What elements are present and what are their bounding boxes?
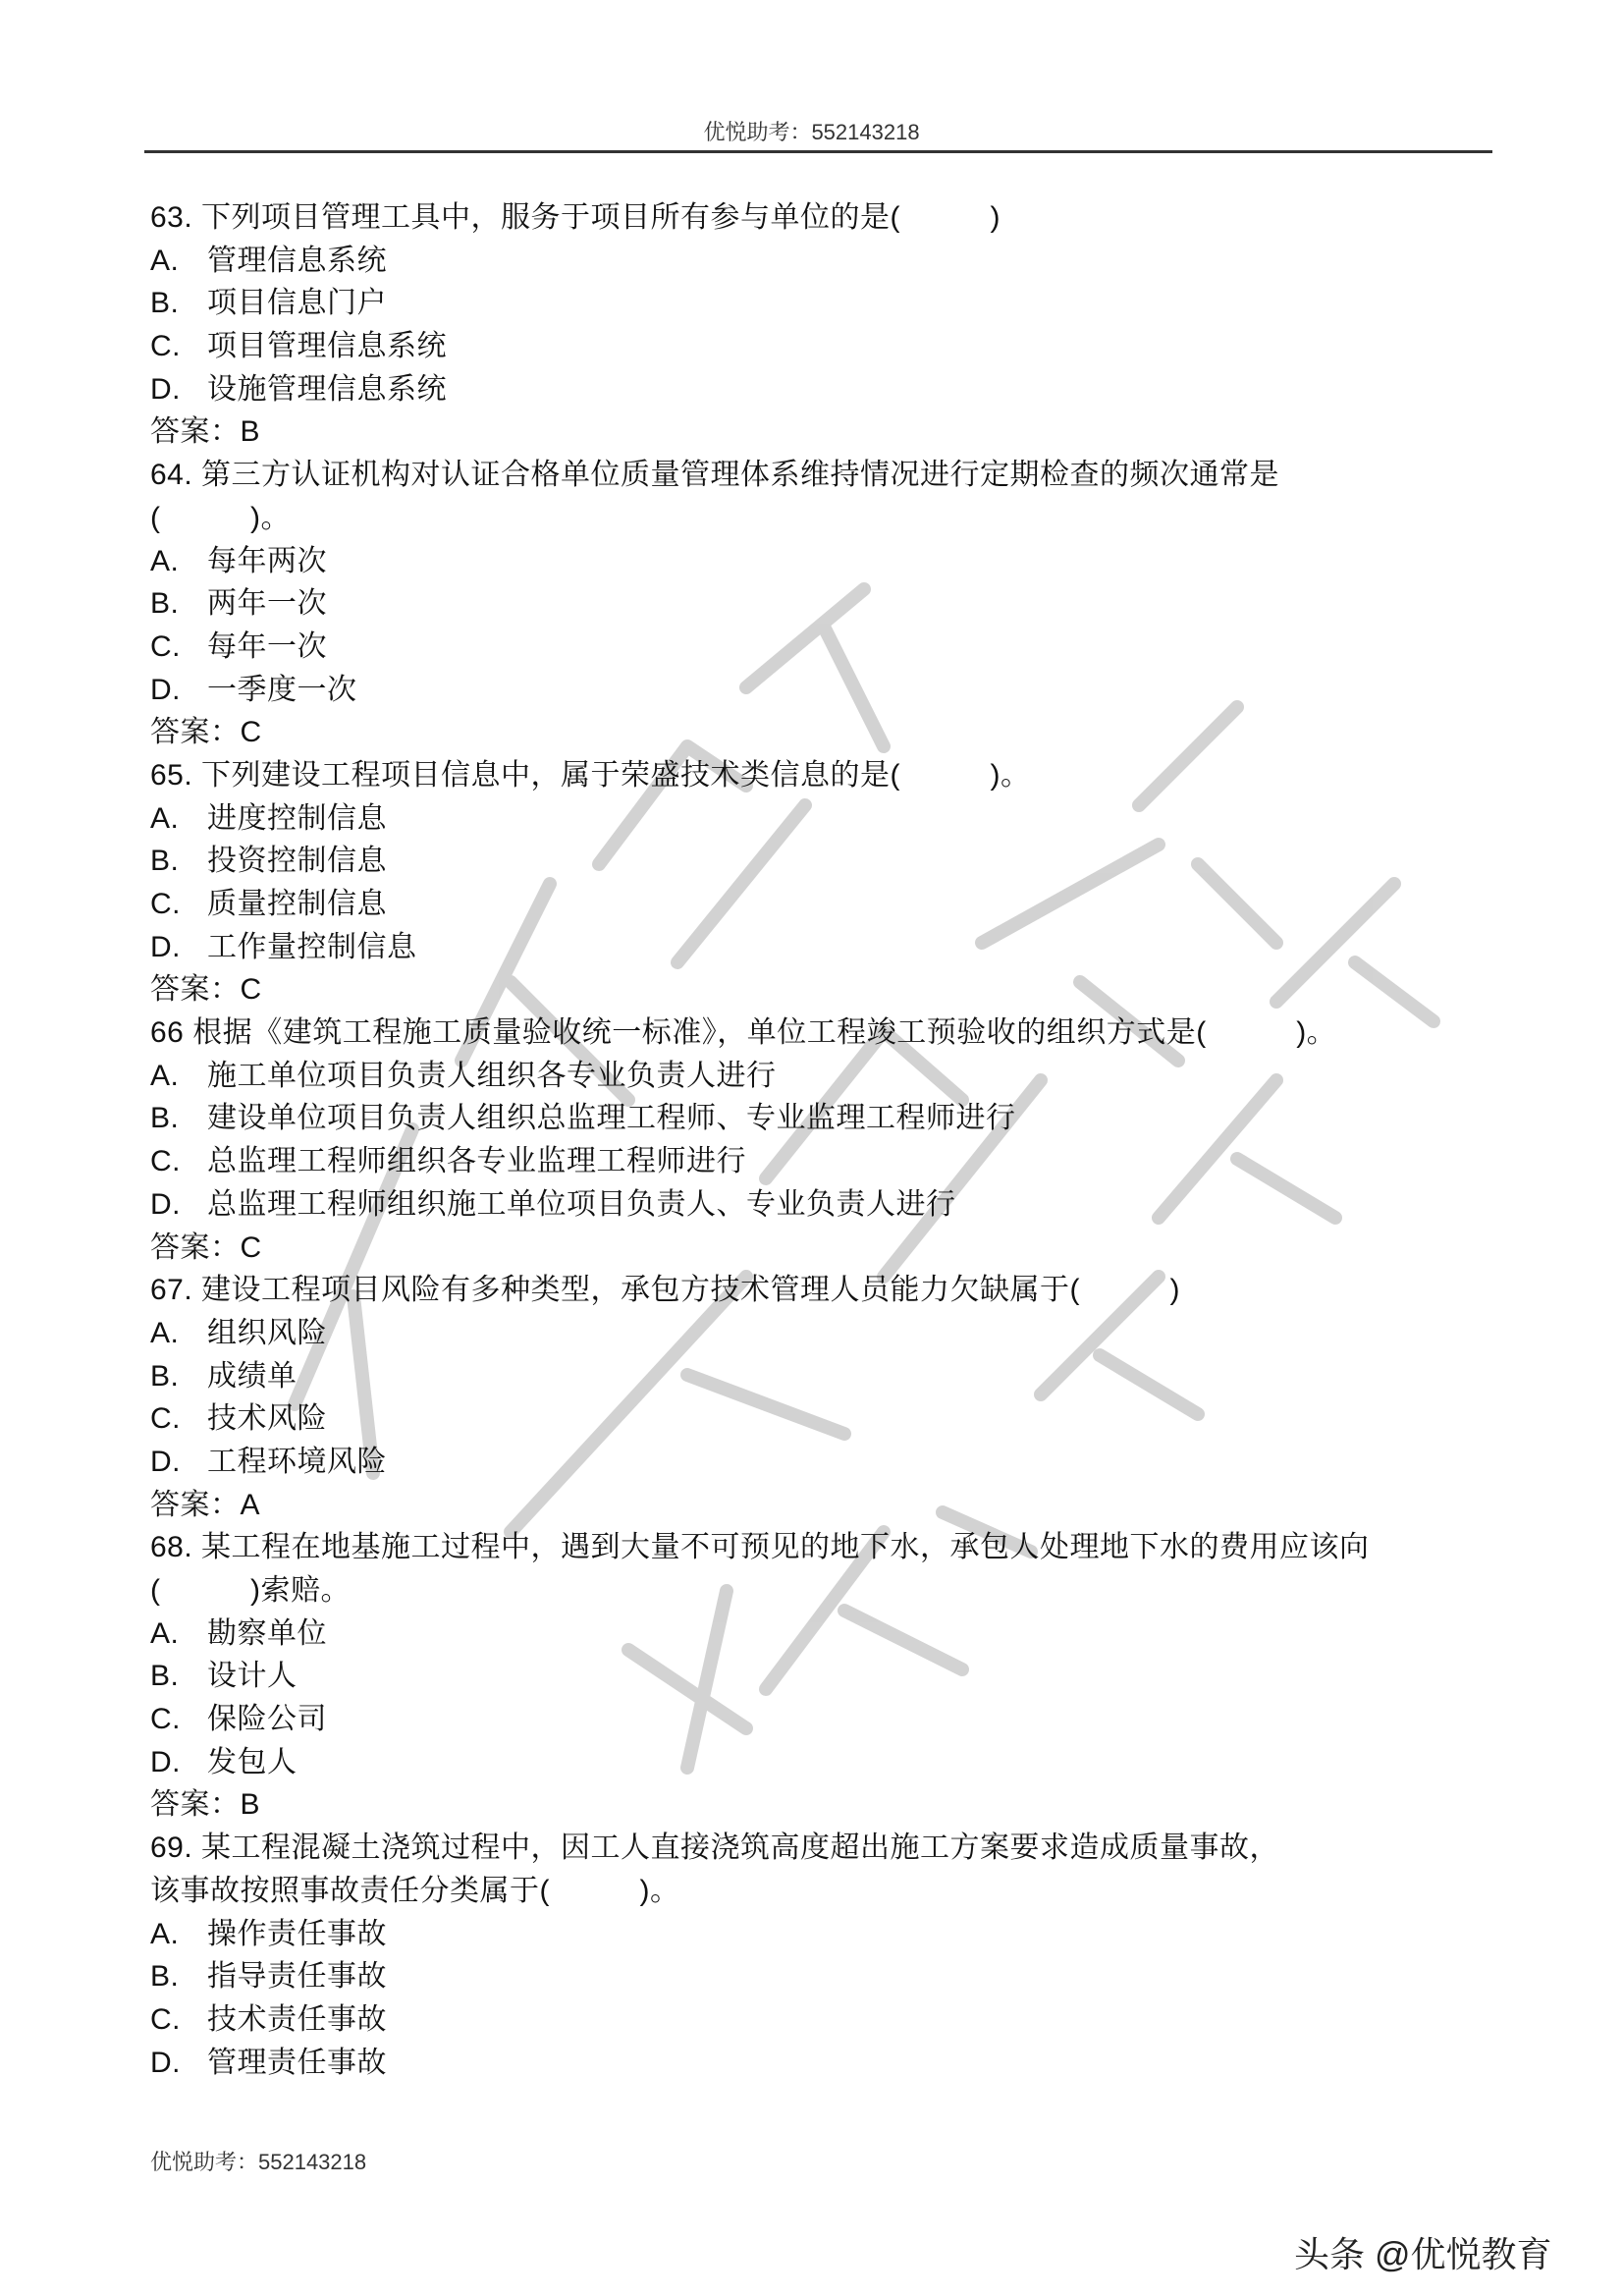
- option-letter: C.: [150, 1145, 181, 1178]
- option-text: 成绩单: [207, 1359, 298, 1393]
- question-list: [150, 196, 1495, 2084]
- option-line: [150, 1140, 1495, 1183]
- option-line: [150, 1955, 1495, 1998]
- option-line: [150, 926, 1495, 969]
- option-letter: D.: [150, 372, 181, 406]
- option-line: [150, 626, 1495, 669]
- option-line: [150, 540, 1495, 583]
- option-line: [150, 1655, 1495, 1698]
- answer-line: 答案：C: [150, 1230, 262, 1264]
- option-letter: D.: [150, 930, 181, 963]
- option-letter: B.: [150, 845, 180, 878]
- option-line: [150, 1741, 1495, 1784]
- option-text: 技术风险: [207, 1402, 327, 1436]
- option-letter: A.: [150, 801, 180, 835]
- question-line: 63. 下列项目管理工具中，服务于项目所有参与单位的是( ): [150, 201, 1001, 234]
- question-line: ( )。: [150, 501, 291, 534]
- option-line: [150, 840, 1495, 883]
- option-text: 两年一次: [207, 587, 327, 621]
- option-letter: D.: [150, 1187, 181, 1221]
- option-line: [150, 240, 1495, 283]
- answer-line: 答案：C: [150, 973, 262, 1007]
- option-text: 技术责任事故: [207, 2002, 387, 2036]
- header-rule: [144, 150, 1492, 153]
- option-line: [150, 1913, 1495, 1956]
- option-line: [150, 2042, 1495, 2085]
- option-letter: D.: [150, 1745, 181, 1778]
- option-letter: C.: [150, 888, 181, 920]
- option-letter: A.: [150, 1059, 180, 1092]
- option-text: 投资控制信息: [207, 845, 387, 878]
- option-line: [150, 1441, 1495, 1484]
- option-line: [150, 282, 1495, 325]
- answer-line: 答案：A: [150, 1488, 261, 1521]
- option-text: 项目管理信息系统: [207, 330, 447, 363]
- option-text: 管理信息系统: [207, 244, 387, 277]
- option-letter: B.: [150, 587, 180, 621]
- option-text: 勘察单位: [207, 1616, 327, 1650]
- option-line: [150, 1312, 1495, 1355]
- question-line: ( )索赔。: [150, 1574, 351, 1607]
- option-text: 一季度一次: [207, 673, 357, 706]
- option-letter: B.: [150, 287, 180, 320]
- option-letter: D.: [150, 2046, 181, 2079]
- option-letter: B.: [150, 1660, 180, 1693]
- option-letter: A.: [150, 1917, 180, 1950]
- question-line: 69. 某工程混凝土浇筑过程中，因工人直接浇筑高度超出施工方案要求造成质量事故，: [150, 1831, 1280, 1865]
- option-text: 指导责任事故: [207, 1960, 387, 1994]
- page-header: 优悦助考：552143218: [703, 120, 920, 144]
- option-text: 总监理工程师组织各专业监理工程师进行: [207, 1145, 746, 1178]
- question-line: 该事故按照事故责任分类属于( )。: [150, 1874, 680, 1907]
- option-text: 工作量控制信息: [207, 930, 417, 963]
- option-text: 设计人: [207, 1660, 298, 1693]
- option-letter: A.: [150, 544, 180, 577]
- question-line: 68. 某工程在地基施工过程中，遇到大量不可预见的地下水，承包人处理地下水的费用应该向: [150, 1531, 1370, 1564]
- option-letter: C.: [150, 1703, 181, 1736]
- option-letter: A.: [150, 1316, 180, 1349]
- answer-line: 答案：B: [150, 415, 261, 449]
- option-line: [150, 582, 1495, 626]
- question-line: 66 根据《建筑工程施工质量验收统一标准》，单位工程竣工预验收的组织方式是( )。: [150, 1016, 1337, 1050]
- option-line: [150, 1698, 1495, 1741]
- option-line: [150, 325, 1495, 368]
- option-letter: B.: [150, 1359, 180, 1393]
- option-text: 发包人: [207, 1745, 298, 1778]
- option-line: [150, 797, 1495, 841]
- option-line: [150, 1613, 1495, 1656]
- option-letter: A.: [150, 1616, 180, 1650]
- question-line: 67. 建设工程项目风险有多种类型，承包方技术管理人员能力欠缺属于( ): [150, 1274, 1181, 1307]
- option-letter: C.: [150, 1402, 181, 1436]
- option-text: 设施管理信息系统: [207, 372, 447, 406]
- option-text: 操作责任事故: [207, 1917, 387, 1950]
- option-line: [150, 883, 1495, 926]
- option-text: 工程环境风险: [207, 1445, 387, 1478]
- page-footer: 优悦助考：552143218: [150, 2150, 367, 2174]
- question-line: 65. 下列建设工程项目信息中，属于荣盛技术类信息的是( )。: [150, 758, 1031, 792]
- option-letter: D.: [150, 673, 181, 706]
- answer-line: 答案：C: [150, 716, 262, 749]
- option-text: 每年两次: [207, 544, 327, 577]
- answer-line: 答案：B: [150, 1788, 261, 1822]
- option-letter: B.: [150, 1960, 180, 1994]
- option-letter: C.: [150, 2002, 181, 2036]
- option-line: [150, 669, 1495, 712]
- option-text: 保险公司: [207, 1703, 327, 1736]
- option-text: 质量控制信息: [207, 888, 387, 920]
- option-line: [150, 1355, 1495, 1398]
- option-letter: C.: [150, 330, 181, 363]
- option-line: [150, 1055, 1495, 1098]
- question-line: 64. 第三方认证机构对认证合格单位质量管理体系维持情况进行定期检查的频次通常是: [150, 459, 1280, 492]
- option-text: 施工单位项目负责人组织各专业负责人进行: [207, 1059, 777, 1092]
- option-text: 组织风险: [207, 1316, 327, 1349]
- option-text: 每年一次: [207, 629, 327, 663]
- brand-watermark: 头条 @优悦教育: [1294, 2234, 1552, 2274]
- option-line: [150, 1183, 1495, 1227]
- option-letter: D.: [150, 1445, 181, 1478]
- option-text: 总监理工程师组织施工单位项目负责人、专业负责人进行: [207, 1187, 956, 1221]
- option-line: [150, 368, 1495, 411]
- option-text: 项目信息门户: [207, 287, 387, 320]
- option-line: [150, 1397, 1495, 1441]
- option-letter: A.: [150, 244, 180, 277]
- option-text: 建设单位项目负责人组织总监理工程师、专业监理工程师进行: [207, 1102, 1016, 1135]
- option-text: 管理责任事故: [207, 2046, 387, 2079]
- option-line: [150, 1097, 1495, 1140]
- option-line: [150, 1998, 1495, 2042]
- option-text: 进度控制信息: [207, 801, 387, 835]
- option-letter: B.: [150, 1102, 180, 1135]
- option-letter: C.: [150, 629, 181, 663]
